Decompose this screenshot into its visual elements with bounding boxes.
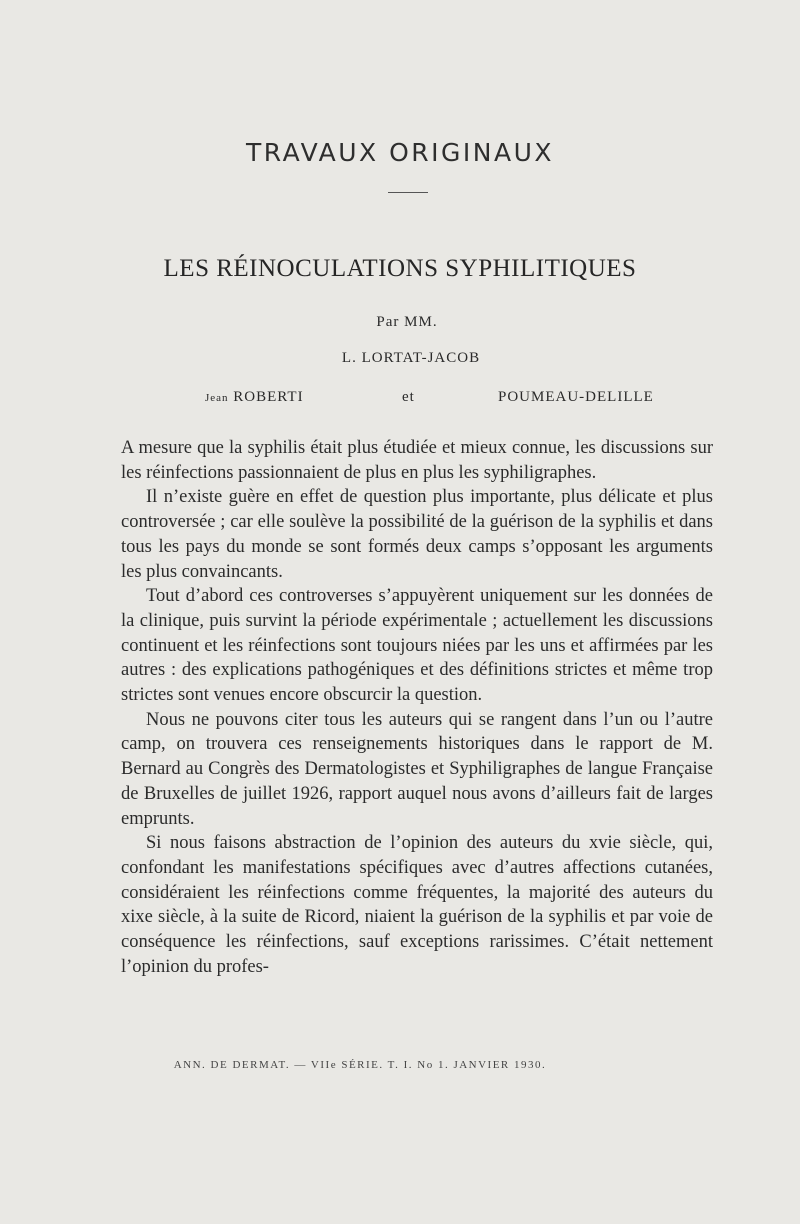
article-body [121, 436, 713, 979]
heading-rule [388, 192, 428, 193]
paragraph: Nous ne pouvons citer tous les auteurs qui se rangent dans l’un ou l’autre camp, on trouvera ces renseignements historiques dans le rapport de M. Bernard au Congrès des Dermatologistes et Syphiligraphes de langue Française de Bruxelles de juillet 1926, rapport auquel nous avons d’ailleurs fait de larges emprunts. [121, 709, 713, 829]
section-heading: TRAVAUX ORIGINAUX [245, 138, 554, 167]
author-roberti [205, 389, 304, 406]
paragraph: Tout d’abord ces controverses s’appuyèrent uniquement sur les données de la clinique, puis survint la période expérimentale ; actuellement les discussions continuent et les réinfections sont toujours niées par les uns et affirmées par les autres : des explications pathogéniques et des définitions strictes et même trop strictes sont venues encore obscurcir la question. [121, 586, 713, 706]
page-footer: ANN. DE DERMAT. — VIIe SÉRIE. T. I. No 1. JANVIER 1930. [173, 1059, 547, 1071]
byline-par: Par MM. [376, 314, 438, 330]
author-roberti-first: Jean [205, 392, 229, 404]
author-roberti-last: ROBERTI [233, 389, 304, 405]
paragraph: A mesure que la syphilis était plus étudiée et mieux connue, les discussions sur les réinfections passionnaient de plus en plus les syphiligraphes. [121, 438, 713, 483]
author-poumeau-delille: POUMEAU-DELILLE [498, 389, 654, 405]
author-conjunction: et [402, 389, 415, 405]
author-main: L. LORTAT-JACOB [341, 350, 481, 366]
paragraph: Si nous faisons abstraction de l’opinion des auteurs du xvie siècle, qui, confondant les manifestations spécifiques avec d’autres affections cutanées, considéraient les réinfections comme fréquentes, la majorité des auteurs du xixe siècle, à la suite de Ricord, niaient la guérison de la syphilis et par voie de conséquence les réinfections, sauf exceptions rarissimes. C’était nettement l’opinion du profes- [121, 833, 713, 977]
paragraph: Il n’existe guère en effet de question plus importante, plus délicate et plus controversée ; car elle soulève la possibilité de la guérison de la syphilis et dans tous les pays du monde se sont formés deux camps s’opposant les arguments les plus convaincants. [121, 487, 713, 582]
article-title: LES RÉINOCULATIONS SYPHILITIQUES [163, 255, 637, 282]
co-authors-line [0, 389, 800, 411]
